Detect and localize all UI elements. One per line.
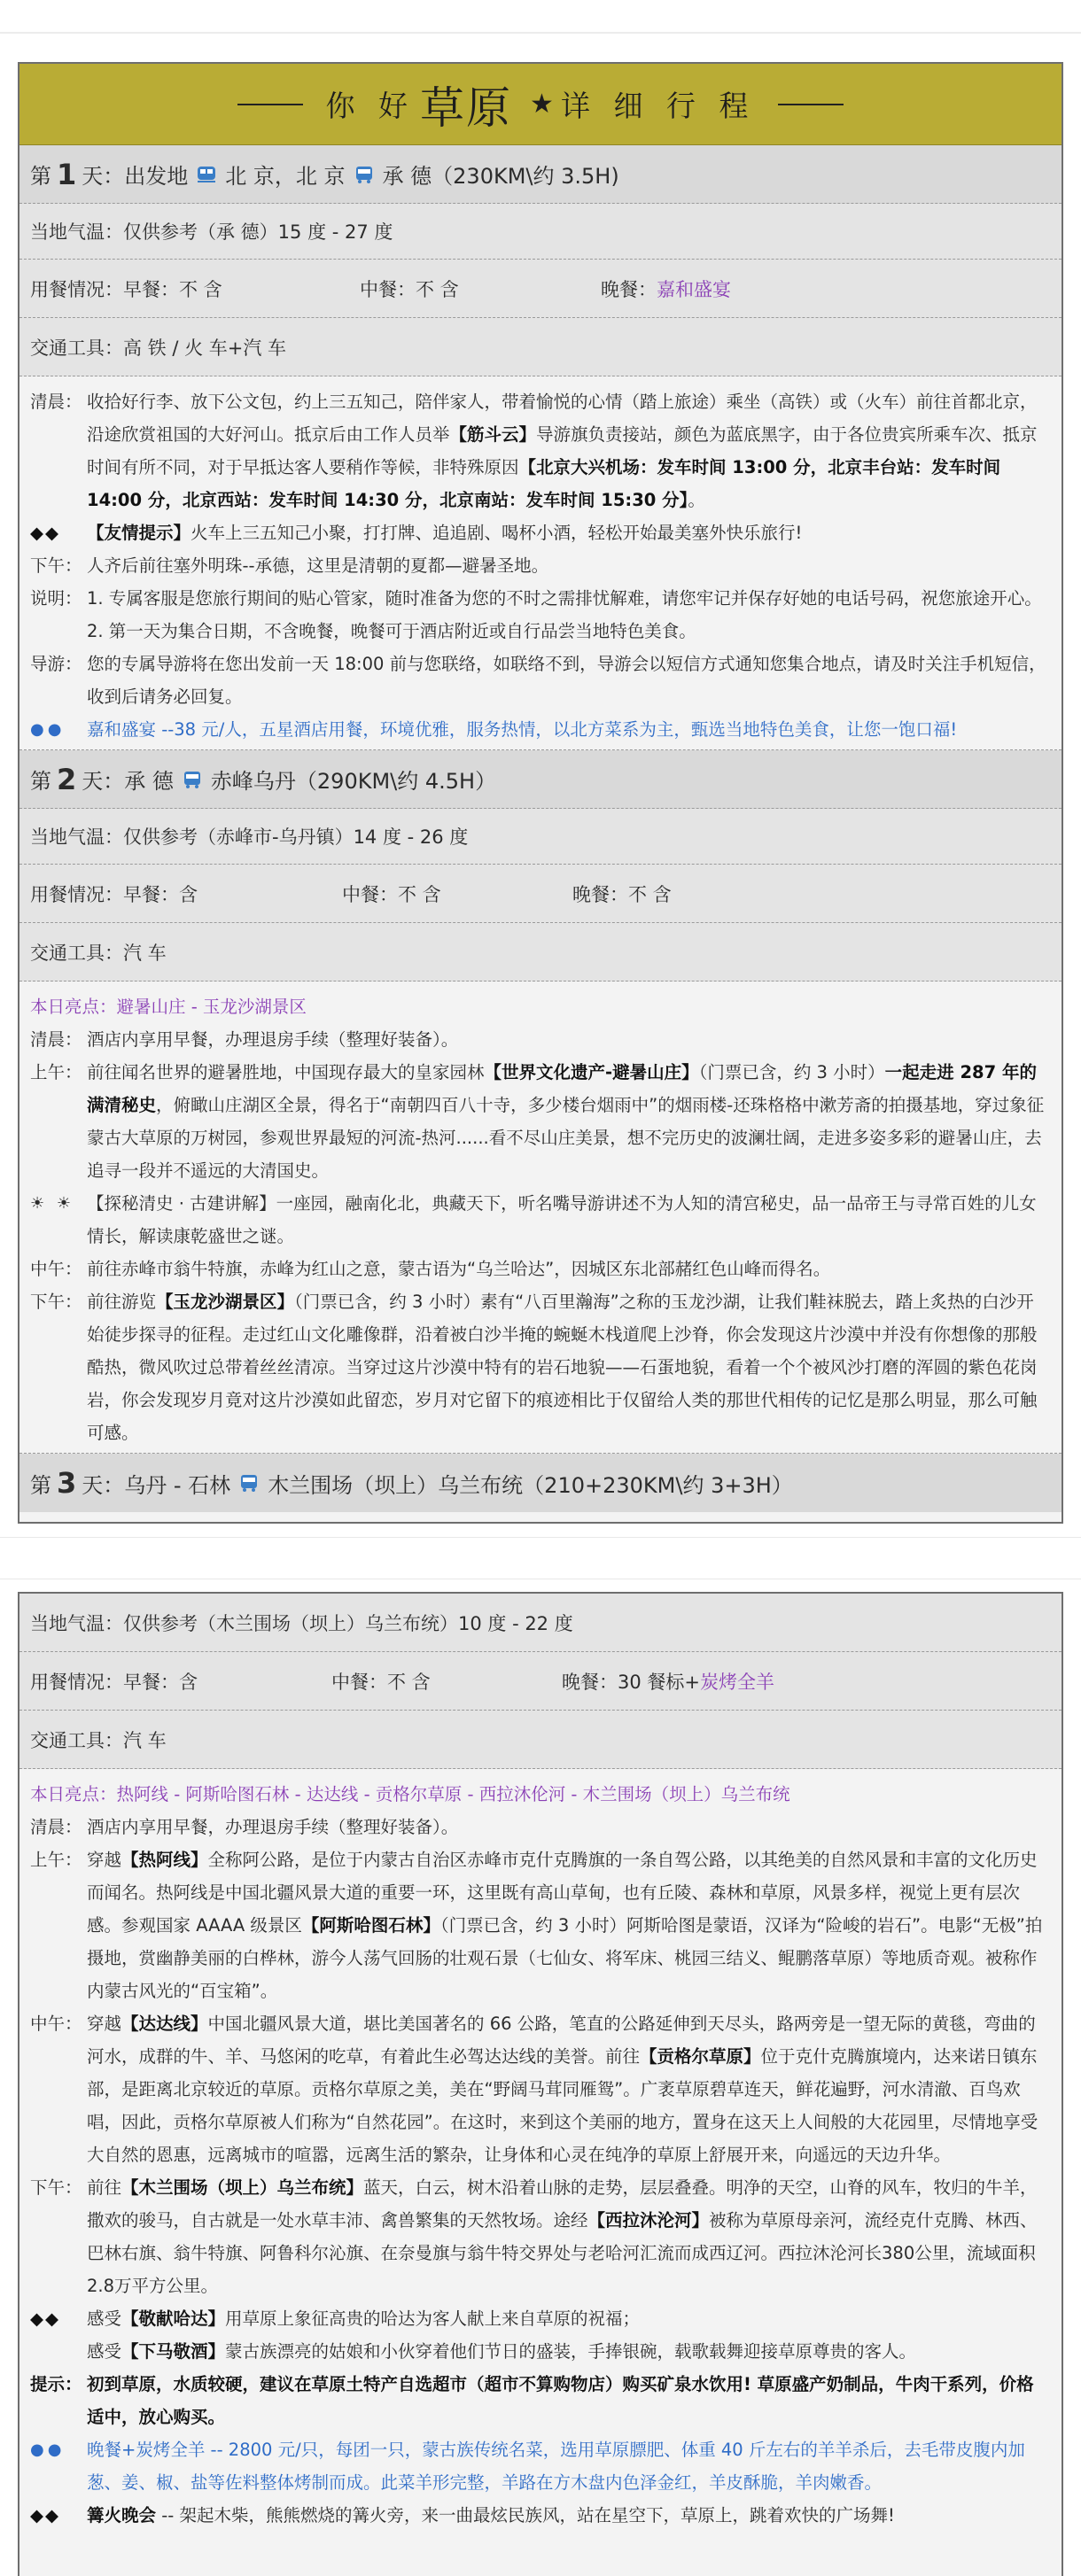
day-destination: 赤峰乌丹（290KM\约 4.5H） (210, 769, 497, 794)
bold-span: 【贡格尔草原】 (640, 2046, 761, 2067)
day-3-morning (30, 1811, 1051, 1843)
itinerary-page-1 (18, 62, 1063, 1524)
bus-icon (353, 165, 376, 184)
bold-span: 【木兰围场（坝上）乌兰布统】 (121, 2177, 364, 2198)
noon-text: 前往赤峰市翁牛特旗，赤峰为红山之意，蒙古语为“乌兰哈达”，因城区东北部赭红色山峰而得名。 (87, 1259, 831, 1279)
day-3-hint (30, 2368, 1051, 2433)
bold-span: 【热阿线】 (121, 1850, 208, 1870)
bus-icon (181, 770, 204, 789)
bold-span: 篝火晚会 (87, 2505, 157, 2526)
text-span: 前往游览 (87, 1292, 157, 1312)
day-1-morning (30, 385, 1051, 516)
day-3-feel-1 (30, 2302, 1051, 2335)
text-span: 。 (688, 490, 705, 510)
day-destination: 承 德（230KM\约 3.5H) (382, 164, 619, 189)
day-1-feast (30, 713, 1051, 746)
day-origin: 天：承 德 (82, 769, 174, 794)
noon-text (87, 2007, 1051, 2171)
train-icon (195, 165, 218, 184)
weather-text: 当地气温：仅供参考（木兰围场（坝上）乌兰布统）10 度 - 22 度 (30, 1612, 573, 1634)
dinner-text: 晚餐：不 含 (572, 883, 672, 905)
title-banner (19, 64, 1062, 145)
text-span: 火车上三五知己小聚，打打牌、追追剧、喝杯小酒，轻松开始最美塞外快乐旅行! (191, 523, 803, 543)
bold-span: 【阿斯哈图石林】 (301, 1915, 440, 1936)
bus-icon (237, 1473, 261, 1493)
weather-text: 当地气温：仅供参考（承 德）15 度 - 27 度 (30, 221, 393, 243)
text-span: 感受 (87, 2308, 122, 2329)
text-span: 前往闻名世界的避暑胜地，中国现存最大的皇家园林 (87, 1062, 485, 1082)
text-span: 全称阿公路，是位于内蒙古自治区赤峰市克什克腾旗的一条自驾公路，以其绝美的自然风景和丰富的文化历史而闻名。热阿线是中国北疆风景大道的重要一环，这里既有高山草甸，也有丘陵、森林和草原，风景多样，视觉上更有层次感。参观国家 AAAA 级景区 (87, 1850, 1038, 1936)
indent-spacer (30, 2335, 87, 2368)
day-2-morning (30, 1023, 1051, 1056)
time-label: 下午： (30, 2177, 82, 2198)
day-origin: 天：乌丹 - 石林 (82, 1472, 231, 1498)
note-text: 1. 专属客服是您旅行期间的贴心管家，随时准备为您的不时之需排忧解难，请您牢记并保存好她的电话号码，祝您旅途开心。2. 第一天为集合日期，不含晚餐，晚餐可于酒店附近或自行品尝当地特色美食。 (87, 588, 1042, 641)
time-label: 中午： (30, 2013, 82, 2034)
text-span: 中国北疆风景大道，堪比美国著名的 66 公路，笔直的公路延伸到天尽头，路两旁是一望无际的黄毯，弯曲的河水，成群的牛、羊、马悠闲的吃草，有着此生必驾达达线的美誉。前往 (87, 2013, 1036, 2067)
day-1-note (30, 582, 1051, 648)
morning-text: 酒店内享用早餐，办理退房手续（整理好装备）。 (87, 1817, 459, 1837)
day-number: 1 (57, 157, 77, 191)
afternoon-text: 人齐后前往塞外明珠--承德，这里是清朝的夏都—避暑圣地。 (87, 555, 549, 576)
text-span: 收拾好行李、放下公文包，约上三五知己，陪伴家人，带着愉悦的心情（踏上旅途）乘坐（高铁）或（火车）前往首都北京，沿途欣赏祖国的大好河山。抵京后由工作人员举 (87, 392, 1038, 445)
time-label: 清晨： (30, 392, 82, 412)
bold-span: 一起走进 287 年的满清秘史 (87, 1062, 1037, 1115)
day-2-tip (30, 1187, 1051, 1253)
day-prefix: 第 (30, 769, 51, 794)
feel-text (87, 2335, 1051, 2368)
text-span: ，俯瞰山庄湖区全景，得名于“南朝四百八十寺，多少楼台烟雨中”的烟雨楼-还珠格格中漱芳斋的拍摄基地，穿过象征蒙古大草原的万树园，参观世界最短的河流-热河......看不尽山庄美景，想不完历史的波澜壮阔，走进多姿多彩的避暑山庄，去追寻一段并不遥远的大清国史。 (87, 1095, 1045, 1181)
text-span: 导游旗负责接站，颜色为蓝底黑字，由于各位贵宾所乘车次、抵京时间有所不同，对于早抵达客人要稍作等候，非特殊原因 (87, 424, 1038, 477)
tip-text (87, 516, 1051, 549)
itinerary-page-2 (18, 1592, 1063, 2576)
dinner-text (601, 275, 731, 302)
diamond-icon: ◆◆ (30, 523, 60, 543)
bold-span: 【友情提示】 (87, 523, 191, 543)
title-left-rule (237, 104, 303, 105)
text-span: 前往 (87, 2177, 122, 2198)
text-span: 穿越 (87, 1850, 122, 1870)
bold-span: 【下马敬酒】 (121, 2341, 226, 2362)
day-prefix: 第 (30, 1472, 51, 1498)
text-span: （门票已含，约 3 小时）素有“八百里瀚海”之称的玉龙沙湖，让我们鞋袜脱去，踏上炙热的白沙开始徒步探寻的征程。走过红山文化雕像群，沿着被白沙半掩的蜿蜒木栈道爬上沙脊，你会发现这片沙漠中并没有你想像的那般酷热，微风吹过总带着丝丝清凉。当穿过这片沙漠中特有的岩石地貌——石蛋地貌，看着一个个被风沙打磨的浑圆的紫色花岗岩，你会发现岁月竟对这片沙漠如此留恋，岁月对它留下的痕迹相比于仅留给人类的那世代相传的记忆是那么明显，那么可触可感。 (87, 1292, 1038, 1443)
dinner-label: 晚餐：30 餐标+ (562, 1671, 700, 1693)
dinner-value: 炭烤全羊 (700, 1671, 774, 1693)
day-2-pm (30, 1285, 1051, 1449)
text-span: 位于克什克腾旗境内，达来诺日镇东部，是距离北京较近的草原。贡格尔草原之美，美在“野阔马茸同雁鸳”。广袤草原碧草连天，鲜花遍野，河水清澈、百鸟欢唱，因此，贡格尔草原被人们称为“自然花园”。在这时，来到这个美丽的地方，置身在这天上人间般的大花园里，尽情地享受大自然的恩惠，远离城市的喧嚣，远离生活的繁杂，让身体和心灵在纯净的草原上舒展开来，向遥远的天边升华。 (87, 2046, 1038, 2165)
day-3-content (19, 1769, 1062, 2576)
breakfast-text: 用餐情况：早餐：含 (30, 1671, 198, 1693)
day-1-guide (30, 648, 1051, 713)
transport-text: 交通工具：汽 车 (30, 1729, 167, 1751)
time-label: 清晨： (30, 1817, 82, 1837)
day-1-tip (30, 516, 1051, 549)
bold-span: 【玉龙沙湖景区】 (156, 1292, 295, 1312)
diamond-icon: ◆◆ (30, 2308, 60, 2329)
day-number: 3 (57, 1466, 77, 1500)
title-pre: 你 好 (325, 89, 416, 123)
bold-span: 【达达线】 (121, 2013, 208, 2034)
breakfast-text: 用餐情况：早餐：不 含 (30, 278, 222, 300)
day-1-header (19, 145, 1062, 204)
day-3-header (19, 1454, 1062, 1512)
day-1-weather (19, 204, 1062, 260)
day-3-am (30, 1843, 1051, 2007)
day-2-header (19, 750, 1062, 809)
text-span: 穿越 (87, 2013, 122, 2034)
guide-text: 您的专属导游将在您出发前一天 18:00 前与您联络，如联络不到，导游会以短信方式通知您集合地点，请及时关注手机短信，收到后请务必回复。 (87, 654, 1046, 707)
bold-span: 【敬献哈达】 (121, 2308, 226, 2329)
text-span: 感受 (87, 2341, 122, 2362)
text-span: 蓝天，白云，树木沿着山脉的走势，层层叠叠。明净的天空，山脊的风车，牧归的牛羊，撒欢的骏马，自古就是一处水草丰沛、禽兽繁集的天然牧场。途经 (87, 2177, 1038, 2231)
day-2-content (19, 982, 1062, 1454)
day-2-transport (19, 923, 1062, 982)
page-gap (0, 1537, 1081, 1579)
lunch-text: 中餐：不 含 (342, 883, 441, 905)
text-span: （门票已含，约 3 小时）阿斯哈图是蒙语，汉译为“险峻的岩石”。电影“无极”拍摄地，赏幽静美丽的白桦林，游今人荡气回肠的壮观石景（七仙女、将军床、桃园三结义、鲲鹏落草原）等地质奇观。被称作内蒙古风光的“百宝箱”。 (87, 1915, 1043, 2001)
transport-text: 交通工具：汽 车 (30, 942, 167, 964)
day-1-meals (19, 260, 1062, 318)
hint-text: 初到草原，水质较硬，建议在草原土特产自选超市（超市不算购物店）购买矿泉水饮用! 草原盛产奶制品，牛肉干系列，价格适中，放心购买。 (87, 2374, 1034, 2427)
day-3-weather (19, 1594, 1062, 1652)
text-span: 被称为草原母亲河，流经克什克腾、林西、巴林右旗、翁牛特旗、阿鲁科尔沁旗、在奈曼旗与翁牛特交界处与老哈河汇流而成西辽河。西拉沐沦河长380公里，流域面积2.8万平方公里。 (87, 2210, 1038, 2296)
day-destination: 木兰围场（坝上）乌兰布统（210+230KM\约 3+3H） (268, 1472, 793, 1498)
text-span: -- 架起木柴，熊熊燃烧的篝火旁，来一曲最炫民族风，站在星空下，草原上，跳着欢快的广场舞! (156, 2505, 895, 2526)
day-prefix: 第 (30, 164, 51, 189)
day-2-meals (19, 865, 1062, 923)
day-1-content (19, 376, 1062, 750)
dinner-text (562, 1668, 774, 1695)
day-2-weather (19, 809, 1062, 865)
time-label: 上午： (30, 1850, 82, 1870)
time-label: 下午： (30, 1292, 82, 1312)
dinner-value: 嘉和盛宴 (657, 278, 731, 300)
am-text (87, 1056, 1051, 1187)
am-text (87, 1843, 1051, 2007)
pm-text (87, 1285, 1051, 1449)
morning-text (87, 385, 1051, 516)
bold-span: 【世界文化遗产-避暑山庄】 (484, 1062, 699, 1082)
time-label: 清晨： (30, 1029, 82, 1050)
transport-text: 交通工具：高 铁 / 火 车+汽 车 (30, 337, 287, 359)
diamond-icon: ◆◆ (30, 2505, 60, 2526)
highlight-text: 本日亮点：热阿线 - 阿斯哈图石林 - 达达线 - 贡格尔草原 - 西拉沐伦河 - 木兰围场（坝上）乌兰布统 (30, 1784, 790, 1804)
day-1-transport (19, 318, 1062, 376)
text-span: 蒙古族漂亮的姑娘和小伙穿着他们节日的盛装，手捧银碗，载歌载舞迎接草原尊贵的客人。 (225, 2341, 917, 2362)
time-label: 下午： (30, 555, 82, 576)
day-3-lamb (30, 2433, 1051, 2499)
day-number: 2 (57, 762, 77, 796)
feel-text (87, 2302, 1051, 2335)
lamb-text: 晚餐+炭烤全羊 -- 2800 元/只，每团一只，蒙古族传统名菜，选用草原膘肥、体重 40 斤左右的羊羊杀后，去毛带皮腹内加葱、姜、椒、盐等佐料整体烤制而成。此菜羊形完整，羊路在方木盘内色泽金红，羊皮酥脆，羊肉嫩香。 (87, 2440, 1025, 2493)
day-3-transport (19, 1711, 1062, 1769)
title-big: 草原 (420, 81, 513, 134)
top-divider (0, 32, 1081, 34)
time-label: 说明： (30, 588, 82, 609)
pm-text (87, 2171, 1051, 2302)
weather-text: 当地气温：仅供参考（赤峰市-乌丹镇）14 度 - 26 度 (30, 826, 469, 848)
dot-icon: ●● (30, 2440, 66, 2459)
day-3-feel-2 (30, 2335, 1051, 2368)
day-3-noon (30, 2007, 1051, 2171)
morning-text: 酒店内享用早餐，办理退房手续（整理好装备）。 (87, 1029, 459, 1050)
breakfast-text: 用餐情况：早餐：含 (30, 883, 198, 905)
day-3-pm (30, 2171, 1051, 2302)
title-post: 详 细 行 程 (560, 89, 756, 123)
tip-text: 【探秘清史 · 古建讲解】一座园，融南化北，典藏天下，听名嘴导游讲述不为人知的清宫秘史，品一品帝王与寻常百姓的儿女情长，解读康乾盛世之谜。 (87, 1193, 1037, 1246)
bold-span: 【北京大兴机场：发车时间 13:00 分，北京丰台站：发车时间 14:00 分，北京西站：发车时间 14:30 分，北京南站：发车时间 15:30 分】 (87, 457, 1001, 510)
time-label: 上午： (30, 1062, 82, 1082)
feast-text: 嘉和盛宴 --38 元/人，五星酒店用餐，环境优雅，服务热情，以北方菜系为主，甄选当地特色美食，让您一饱口福! (87, 719, 958, 740)
dot-icon: ●● (30, 720, 66, 739)
day-3-meals (19, 1652, 1062, 1711)
lunch-text: 中餐：不 含 (360, 278, 459, 300)
day-2-am (30, 1056, 1051, 1187)
star-icon: ★ (530, 89, 554, 120)
bonfire-text (87, 2499, 1051, 2532)
page-title (326, 73, 756, 136)
sun-icon: ☀ ☀ (30, 1194, 74, 1213)
bold-span: 【西拉沐沦河】 (587, 2210, 710, 2231)
hint-label: 提示： (30, 2374, 82, 2394)
day-city: 北 京，北 京 (225, 164, 346, 189)
bold-span: 【筋斗云】 (449, 424, 537, 445)
day-3-bonfire (30, 2499, 1051, 2532)
title-right-rule (778, 104, 844, 105)
day-origin: 天：出发地 (82, 164, 189, 189)
time-label: 中午： (30, 1259, 82, 1279)
lunch-text: 中餐：不 含 (331, 1671, 431, 1693)
day-2-noon (30, 1253, 1051, 1285)
dinner-label: 晚餐： (601, 278, 657, 300)
text-span: （门票已含，约 3 小时） (698, 1062, 885, 1082)
text-span: 用草原上象征高贵的哈达为客人献上来自草原的祝福； (225, 2308, 641, 2329)
time-label: 导游： (30, 654, 82, 674)
highlight-text: 本日亮点：避暑山庄 - 玉龙沙湖景区 (30, 997, 307, 1017)
day-1-afternoon (30, 549, 1051, 582)
